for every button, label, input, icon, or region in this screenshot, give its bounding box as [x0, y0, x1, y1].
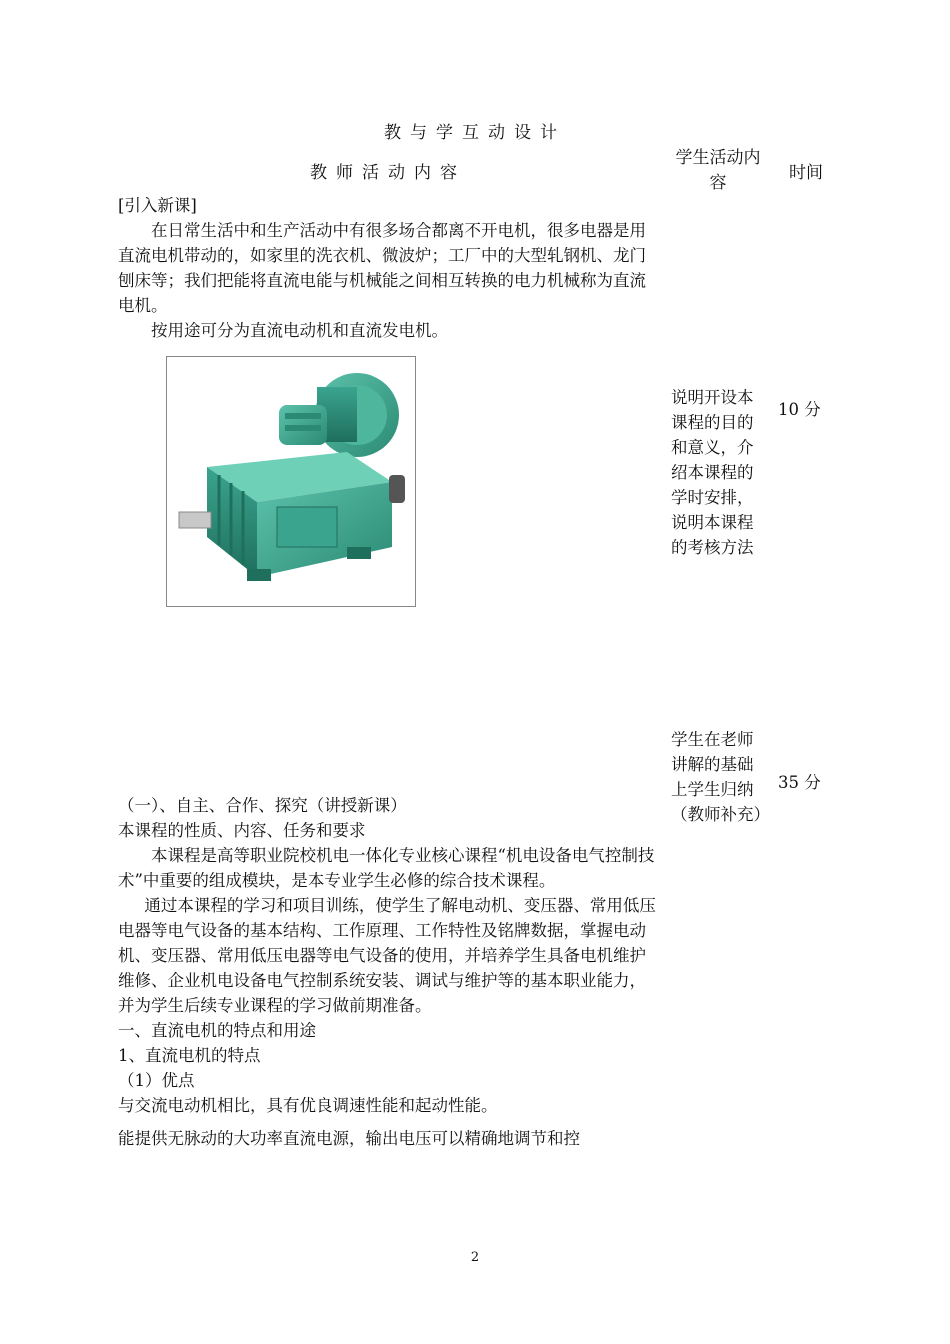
- course-paragraph: 本课程是高等职业院校机电一体化专业核心课程“机电设备电气控制技术”中重要的组成模块，是本专业学生必修的综合技术课程。: [118, 846, 655, 890]
- intro-heading: [引入新课]: [118, 196, 197, 215]
- section-subheading: 本课程的性质、内容、任务和要求: [118, 821, 366, 840]
- page-number: 2: [470, 1250, 480, 1265]
- dc-motor-image: [166, 356, 416, 607]
- intro-paragraph-2: 按用途可分为直流电动机和直流发电机。: [151, 321, 448, 340]
- column-header-teacher: 教师活动内容: [310, 163, 466, 183]
- course-goals-paragraph: 通过本课程的学习和项目训练，使学生了解电动机、变压器、常用低压电器等电气设备的基本结构、工作原理、工作特性及铭牌数据，掌握电动机、变压器、常用低压电器等电气设备的使用，并培养学生具备电机维护维修、企业机电设备电气控制系统安装、调试与维护等的基本职业能力，并为学生后续专业课程的学习做前期准备。: [118, 896, 656, 1015]
- lesson-block: [118, 793, 658, 1151]
- time-1: 10 分: [778, 400, 821, 419]
- time-2: 35 分: [778, 773, 821, 792]
- heading-features: 1、直流电机的特点: [118, 1046, 261, 1065]
- advantage-line: 与交流电动机相比，具有优良调速性能和起动性能。: [118, 1096, 498, 1115]
- dc-motor-icon: [167, 357, 415, 606]
- student-activity-1: 说明开设本课程的目的和意义，介绍本课程的学时安排，说明本课程的考核方法: [671, 388, 754, 557]
- section-heading: （一）、自主、合作、探究（讲授新课）: [118, 796, 407, 815]
- intro-paragraph: 在日常生活中和生产活动中有很多场合都离不开电机，很多电器是用直流电机带动的，如家里的洗衣机、微波炉；工厂中的大型轧钢机、龙门刨床等；我们把能将直流电能与机械能之间相互转换的电力机械称为直流电机。: [118, 221, 646, 315]
- heading-advantages: （1）优点: [118, 1071, 195, 1090]
- intro-block: [118, 193, 658, 343]
- column-header-student: 学生活动内容: [675, 148, 761, 193]
- advantage-line-2: 能提供无脉动的大功率直流电源，输出电压可以精确地调节和控: [118, 1129, 580, 1148]
- page-title: 教与学互动设计: [384, 123, 566, 143]
- column-header-time: 时间: [789, 163, 823, 183]
- heading-dc-motor: 一、直流电机的特点和用途: [118, 1021, 316, 1040]
- student-activity-2: 学生在老师讲解的基础上学生归纳（教师补充）: [671, 730, 770, 824]
